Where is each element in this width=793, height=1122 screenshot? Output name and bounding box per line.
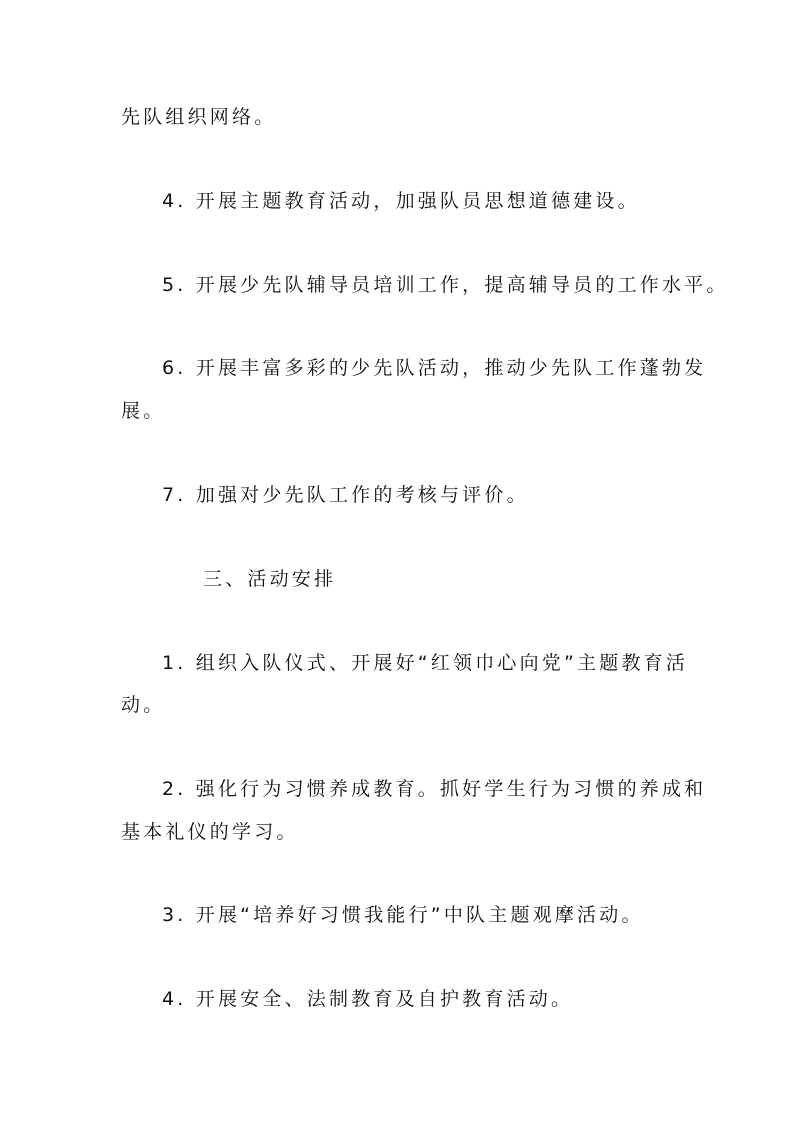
paragraph-line: 动。 (121, 694, 166, 716)
paragraph-line: 2. 强化行为习惯养成教育。抓好学生行为习惯的养成和 (162, 778, 707, 800)
paragraph-line: 1. 组织入队仪式、开展好“红领巾心向党”主题教育活 (162, 652, 689, 674)
paragraph-line: 4. 开展安全、法制教育及自护教育活动。 (162, 988, 574, 1010)
section-heading: 三、活动安排 (203, 568, 337, 590)
paragraph-line: 3. 开展“培养好习惯我能行”中队主题观摩活动。 (162, 904, 644, 926)
paragraph-line: 展。 (121, 400, 166, 422)
paragraph-line: 先队组织网络。 (121, 106, 277, 128)
paragraph-line: 6. 开展丰富多彩的少先队活动，推动少先队工作蓬勃发 (162, 357, 707, 379)
paragraph-line: 5. 开展少先队辅导员培训工作，提高辅导员的工作水平。 (162, 274, 729, 296)
paragraph-line: 基本礼仪的学习。 (121, 821, 299, 843)
paragraph-line: 7. 加强对少先队工作的考核与评价。 (162, 484, 529, 506)
paragraph-line: 4. 开展主题教育活动，加强队员思想道德建设。 (162, 190, 640, 212)
